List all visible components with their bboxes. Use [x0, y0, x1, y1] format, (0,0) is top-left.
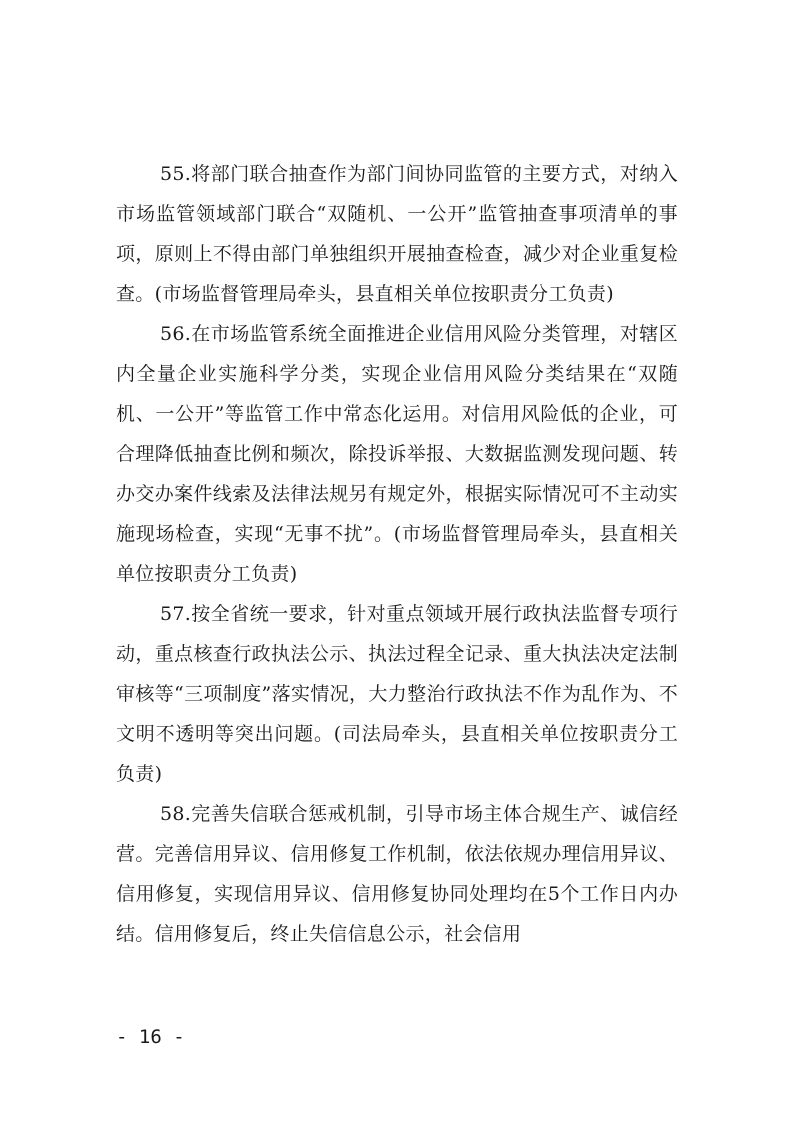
paragraph-56: 56.在市场监管系统全面推进企业信用风险分类管理，对辖区内全量企业实施科学分类，实现企业信用风险分类结果在“双随机、一公开”等监管工作中常态化运用。对信用风险低的企业，可合理降低抽查比例和频次，除投诉举报、大数据监测发现问题、转办交办案件线索及法律法规另有规定外，根据实际情况可不主动实施现场检查，实现“无事不扰”。(市场监督管理局牵头，县直相关单位按职责分工负责) [116, 323, 678, 585]
page-number: - 16 - [116, 1026, 185, 1048]
document-body [116, 154, 678, 954]
paragraph-55: 55.将部门联合抽查作为部门间协同监管的主要方式，对纳入市场监管领域部门联合“双随机、一公开”监管抽查事项清单的事项，原则上不得由部门单独组织开展抽查检查，减少对企业重复检查。(市场监督管理局牵头，县直相关单位按职责分工负责) [116, 163, 678, 305]
paragraph-58: 58.完善失信联合惩戒机制，引导市场主体合规生产、诚信经营。完善信用异议、信用修复工作机制，依法依规办理信用异议、信用修复，实现信用异议、信用修复协同处理均在5个工作日内办结。信用修复后，终止失信信息公示，社会信用 [116, 803, 678, 945]
paragraph-57: 57.按全省统一要求，针对重点领域开展行政执法监督专项行动，重点核查行政执法公示、执法过程全记录、重大执法决定法制审核等“三项制度”落实情况，大力整治行政执法不作为乱作为、不文明不透明等突出问题。(司法局牵头，县直相关单位按职责分工负责) [116, 603, 678, 785]
